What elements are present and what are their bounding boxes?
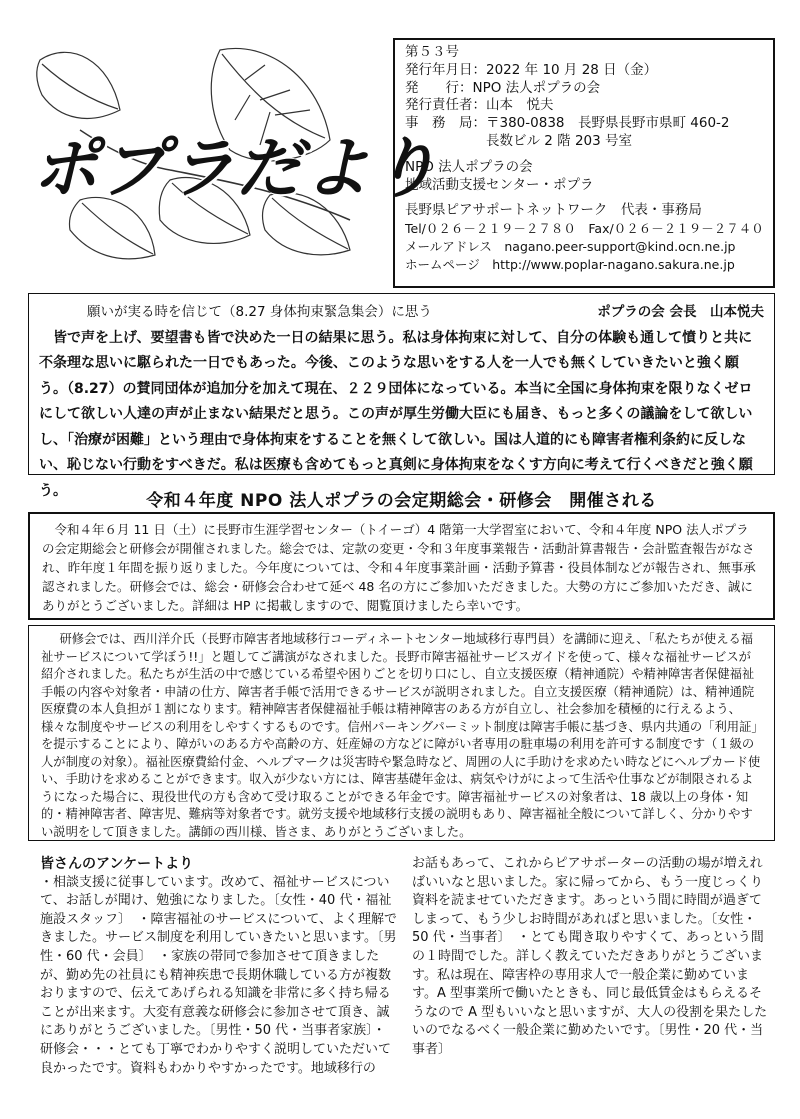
email-address: メールアドレス nagano.peer-support@kind.ocn.ne.jp <box>405 238 736 254</box>
chairman-message-box <box>28 293 775 499</box>
info-row: 発行責任者：山本 悦夫 <box>405 97 554 114</box>
training-report-box: 研修会では、西川洋介氏（長野市障害者地域移行コーディネートセンター地域移行専門員）を講師に迎え、「私たちが使える福祉サービスについて学ぼう!!」と題してご講演がなされました。長野市障害福祉サービスガイドを使って、様々な福祉サービスが紹介されました。私たちが生活の中で感じている希望や困りごとを切り口にし、自立支援医療（精神通院）や精神障害者保健福祉手帳の内容や対象者・申請の仕方、障害者手帳で活用できるサービスが説明されました。自立支援医療（精神通院）は、精神通院医療費の本人負担が１割になります。精神障害者保健福祉手帳は精神障害のある方が自立し、社会参加を積極的に行えるよう、様々な制度やサービスの利用をしやすくするものです。信州パーキングパーミット制度は障害手帳に基づき、県内共通の「利用証」を提示することにより、障がいのある方や高齢の方、妊産婦の方などに障がい者専用の駐車場の利用を許可する制度です（１級の人が制度の対象）。福祉医療費給付金、ヘルプマークは災害時や緊急時など、周囲の人に手助けを求めたい時などにヘルプカード使い、手助けを求めることができます。収入が少ない方には、障害基礎年金は、病気やけがによって生活や仕事などが制限されるようになった場合に、現役世代の方も含めて受け取ることができる年金です。障害福祉サービスの対象者は、18 歳以上の身体・知的・精神障害者、障害児、難病等対象者です。就労支援や地域移行支援の説明もあり、障害福祉全般について詳しく、分かりやすい説明をして頂きました。講師の西川様、皆さま、ありがとうございました。 <box>28 625 775 841</box>
meeting-report-box: 令和４年６月 11 日（土）に長野市生涯学習センター（トイーゴ）4 階第一大学習室において、令和４年度 NPO 法人ポプラの会定期総会と研修会が開催されました。総会では、定款の変更・令和３年度事業報告・活動計算書報告・会計監査報告がなされ、昨年度１年間を振り返りました。今年度については、令和４年度事業計画・活動予算書・役員体制などが報告され、無事承認されました。研修会では、総会・研修会合わせて延べ 48 名の方にご参加いただきました。大勢の方にご参加いただき、誠にありがとうございました。詳細は HP に掲載しますので、閲覧頂けましたら幸いです。 <box>28 512 775 620</box>
info-row: 事 務 局：〒380-0838 長野県長野市県町 460-2 <box>405 115 730 132</box>
issue-info-box <box>393 38 775 288</box>
network-name: 長野県ピアサポートネットワーク 代表・事務局 <box>405 202 702 219</box>
homepage-url: ホームページ http://www.poplar-nagano.sakura.ne.jp <box>405 256 735 272</box>
survey-column-right <box>412 855 770 1060</box>
section-heading: 令和４年度 NPO 法人ポプラの会定期総会・研修会 開催される <box>146 491 657 511</box>
survey-title: 皆さんのアンケートより <box>40 856 194 872</box>
survey-column-left <box>40 855 398 1078</box>
info-row: 発 行：NPO 法人ポプラの会 <box>405 79 601 96</box>
survey-text-left: ・相談支援に従事しています。改めて、福祉サービスについて、お話しが聞け、勉強になりました。〔女性・40 代・福祉施設スタッフ〕 ・障害福祉のサービスについて、よく理解できました。サービス制度を利用していきたいと思います。〔男性・60 代・会員〕 ・家族の帯同で参加させて頂きましたが、勤め先の社員にも精神疾患で長期休職している方が複数おりますので、伝えてあげられる知識を非常に多く持ち帰ることが出来ます。大変有意義な研修会に参加させて頂き、誠にありがとうございました。〔男性・50 代・当事者家族〕・研修会・・・とても丁寧でわかりやすく説明していただいて良かったです。資料もわかりやすかったです。地域移行の <box>40 874 397 1076</box>
info-row: 長数ビル 2 階 203 号室 <box>405 132 633 149</box>
survey-text-right: お話もあって、これからピアサポーターの活動の場が増えればいいなと思いました。家に帰ってから、もう一度じっくり資料を読ませていただきます。あっという間に時間が過ぎてしまって、もう少しお時間があればと思いました。〔女性・50 代・当事者〕 ・とても聞き取りやすくて、あっという間の１時間でした。詳しく教えていただきありがとうございます。私は現在、障害枠の専用求人で一般企業に勤めています。A 型事業所で働いたときも、同じ最低賃金はもらえるそうなので A 型もいいなと思いますが、大人の役割を果たしたいのでなるべく一般企業に勤めたいです。〔男性・20 代・当事者〕 <box>412 856 768 1057</box>
org-name: NPO 法人ポプラの会 <box>405 158 533 175</box>
newsletter-title: ポプラだより <box>32 130 440 207</box>
org-center: 地域活動支援センター・ポプラ <box>405 176 594 193</box>
message-author: ポプラの会 会長 山本悦夫 <box>597 304 764 320</box>
message-title: 願いが実る時を信じて（8.27 身体拘束緊急集会）に思う <box>87 304 432 320</box>
info-row: 発行年月日：2022 年 10 月 28 日（金） <box>405 61 658 78</box>
tel-fax: Tel/０２６－２１９－２７８０ Fax/０２６－２１９－２７４０ <box>405 221 764 237</box>
message-body: 皆で声を上げ、要望書も皆で決めた一日の結果に思う。私は身体拘束に対して、自分の体験も通して憤りと共に不条理な思いに駆られた一日でもあった。今後、このような思いをする人を一人でも無くしていきたいと強く願う。（8.27）の賛同団体が追加分を加えて現在、２２９団体になっている。本当に全国に身体拘束を限りなくゼロにして欲しい人達の声が止まない結果だと思う。この声が厚生労働大臣にも届き、もっと多くの議論をして欲しいし、「治療が困難」という理由で身体拘束をすることを無くして欲しい。国は人道的にも障害者権利条約に反しない、恥じない行動をすべきだ。私は医療も含めてもっと真剣に身体拘束をなくす方向に考えて行くべきだと強く願う。 <box>39 329 753 499</box>
issue-number: 第５３号 <box>405 44 459 60</box>
